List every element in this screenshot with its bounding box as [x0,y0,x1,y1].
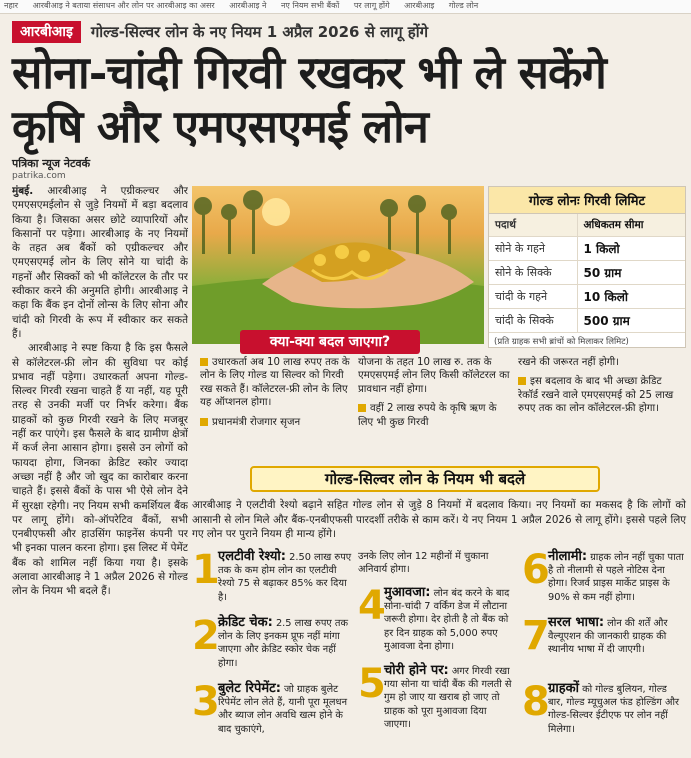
rule-title: चोरी होने पर: [384,663,449,678]
rule-number: 7 [522,613,550,659]
change-text: उधारकर्ता अब 10 लाख रुपए तक के लोन के लिए गोल्ड या सिल्वर को गिरवी रख सकते हैं। कॉलेटरल-फ्री लोन के लिए यह ऑप्शनल होगा। [200,357,350,409]
rule-title: ग्राहकों [548,681,579,696]
rule-text: लोन की शर्तें और वैल्यूएशन की जानकारी ग्राहक की स्थानीय भाषा में दी जाएगी। [548,618,668,656]
gold-limit-item: सोने के सिक्के [489,260,577,284]
rule-item [192,547,352,604]
rule-item [358,583,516,653]
rule-number: 8 [522,679,550,725]
gold-limit-row [489,260,685,284]
gold-limit-row [489,236,685,260]
rule-item [358,661,516,731]
rule-number: 5 [358,661,386,707]
rule-number: 6 [522,547,550,593]
gold-limit-item: चांदी के गहने [489,284,577,308]
top-strip-text-6: गोल्ड लोन [448,1,479,10]
gold-limit-table [489,214,685,333]
rule-number: 2 [192,613,220,659]
rule-title: मुआवजा: [384,585,431,600]
rule-title: सरल भाषा: [548,615,605,630]
top-strip-text-2: आरबीआइ ने [229,1,267,10]
rule-item [192,613,352,670]
gold-limit-header-item: पदार्थ [489,214,577,236]
bullet-icon [358,404,366,412]
rule-text: 2.5 लाख रुपए तक लोन के लिए इनकम प्रूफ नहीं मांगा जाएगा और क्रेडिट स्कोर चेक नहीं होगा। [218,618,349,669]
byline-agency: पत्रिका न्यूज नेटवर्क [12,157,91,170]
rule-text: जो ग्राहक बुलेट रिपेमेंट लोन लेते हैं, यानी पूरा मूलधन और ब्याज लोन अवधि खत्म होने के बाद चुकाएंगे, [218,684,348,735]
gold-limit-value: 10 किलो [577,284,685,308]
rule-continuation [358,550,516,576]
top-strip-text-4: पर लागू होंगे [353,1,390,10]
gold-limit-item: चांदी के सिक्के [489,308,577,332]
top-strip-text-1: आरबीआइ ने बताया संसाधन और लोन पर आरबीआइ का असर [32,1,215,10]
rule-item [522,679,684,736]
article-paragraph-1-text: आरबीआइ ने एग्रीकल्चर और एमएसएमईलोन से जुड़े नियमों में बड़ा बदलाव किया है। जिसका असर छोटे व्यापारियों और किसानों पर पड़ेगा। आरबीआइ के नए नियमों के तहत अब बैंकों को एग्रीकल्चर और एमएसएमई लोन के लिए सोने या चांदी के गहनों और सिक्कों को भी कॉलेटरल के तौर पर स्वीकार करने की अनुमति होगी। आरबीआइ ने कहा कि बैंक इन दोनों लोन्स के लिए सोना और चांदी को गिरवी के रूप में स्वीकार कर सकते हैं। [12,185,188,340]
changes-column-3 [518,356,680,422]
rule-title: नीलामी: [548,549,588,564]
gold-limit-row [489,308,685,332]
gold-jewellery-photo [192,186,484,344]
change-text: योजना के तहत 10 लाख रु. तक के एमएसएमई लोन लिए किसी कॉलेटरल का प्रावधान नहीं होगा। [358,357,510,395]
gold-limit-value: 500 ग्राम [577,308,685,332]
rule-title: क्रेडिट चेक: [218,615,273,630]
rule-item [522,547,684,604]
rule-text: 2.50 लाख रुपए तक के कम होम लोन का एलटीवी रेश्यो 75 से बढ़ाकर 85% कर दिया है। [218,552,352,603]
bullet-icon [518,377,526,385]
rule-title: एलटीवी रेश्यो: [218,549,286,564]
dateline-city: मुंबई. [12,185,34,197]
rule-item [192,679,352,736]
change-text: रखने की जरूरत नहीं होगी। [518,357,620,368]
hand-holding-gold-illustration [192,186,484,344]
rule-number: 3 [192,679,220,725]
top-strip [0,0,691,14]
change-text: इस बदलाव के बाद भी अच्छा क्रेडिट रेकॉर्ड रखने वाले एमएसएमई को 25 लाख रुपए तक का लोन कॉलेटरल-फ्री होगा। [518,376,674,415]
changes-column-1 [200,356,350,435]
rule-text: को गोल्ड बुलियन, गोल्ड बार, गोल्ड म्यूचुअल फंड होल्डिंग और गोल्ड-सिल्वर ईटीएफ पर लोन नहीं मिलेगा। [548,684,679,735]
article-paragraph-2: आरबीआइ ने स्पष्ट किया है कि इस फैसले से कॉलेटरल-फ्री लोन की सुविधा पर कोई प्रभाव नहीं पड़ेगा। उधारकर्ता अपना गोल्ड-सिल्वर गिरवी रखना चाहते हैं या नहीं, यह पूरी तरह से उनकी मर्जी पर निर्भर करेगा। बैंक ग्राहकों को कुछ गिरवी रखने के लिए मजबूर नहीं कर पाएंगे। इस फैसले के बाद ग्रामीण क्षेत्रों में कर्ज लेना आसान होगा। इससे उन लोगों को फायदा होगा, जिनका क्रेडिट स्कोर ज्यादा अच्छा नहीं है और जो खुद का कारोबार करना चाहते हैं। इससे बैंकों के पास भी ऐसे लोन देने में सुरक्षा रहेगी। नए नियम सभी कमर्शियल बैंक पर लागू होंगे। को-ऑपरेटिव बैंकों, सभी एनबीएफसी और हाउसिंग फाइनेंस कंपनी पर भी इनका पालन करना होगा। इस लिस्ट में पेमेंट बैंक को शामिल नहीं किया गया है। इसके अलावा आरबीआइ ने 1 अप्रैल 2026 से गोल्ड लोन के नियम भी बदले हैं। [12,342,188,598]
gold-limit-value: 1 किलो [577,236,685,260]
gold-limit-value: 50 ग्राम [577,260,685,284]
top-strip-text-3: नए नियम सभी बैंकों [280,1,340,10]
kicker-tag: आरबीआइ [12,21,81,43]
rule-title: बुलेट रिपेमेंट: [218,681,281,696]
top-strip-text-0: नहार [4,1,19,10]
kicker-text: गोल्ड-सिल्वर लोन के नए नियम 1 अप्रैल 2026 से लागू होंगे [90,23,429,41]
gold-limit-item: सोने के गहने [489,236,577,260]
kicker-row [12,20,428,44]
gold-limit-header-limit: अधिकतम सीमा [577,214,685,236]
rule-text: अगर गिरवी रखा गया सोना या चांदी बैंक की गलती से गुम हो जाए या खराब हो जाए तो ग्राहक को पूरा मुआवजा दिया जाएगा। [384,666,512,730]
rule-text: लोन बंद करने के बाद सोना-चांदी 7 वर्किंग डेज में लौटाना जरूरी होगा। देर होती है तो बैंक को हर दिन ग्राहक को 5,000 रुपए मुआवजा देना होगा। [384,588,510,652]
headline: सोना-चांदी गिरवी रखकर भी ले सकेंगे कृषि और एमएसएमई लोन [12,46,606,153]
rules-intro: आरबीआइ ने एलटीवी रेश्यो बढ़ाने सहित गोल्ड लोन से जुड़े 8 नियमों में बदलाव किया। नए नियमों का मकसद है कि लोगों को आसानी से लोन मिले और बैंक-एनबीएफसी पारदर्शी तरीके से काम करें। ये नए नियम 1 अप्रैल 2026 से लागू होंगे। इससे पहले लिए गए लोन पर पुराने नियम ही मान्य होंगे। [192,499,686,540]
change-text: प्रधानमंत्री रोजगार सृजन [212,416,301,428]
rule-number: 4 [358,583,386,629]
byline [12,156,90,181]
gold-limit-note: (प्रति ग्राहक सभी ब्रांचों को मिलाकर लिमिट) [494,336,629,347]
left-column-article [12,184,188,750]
what-changes-section [192,352,686,462]
rule-text: ग्राहक लोन नहीं चुका पाता है तो नीलामी से पहले नोटिस देना होगा। रिजर्व प्राइस मार्केट प्राइस के 90% से कम नहीं होगा। [548,552,684,603]
rules-grid [192,548,686,754]
article-paragraph-1 [12,184,188,341]
rule-text: उनके लिए लोन 12 महीनों में चुकाना अनिवार्य होगा। [358,551,489,576]
gold-limit-row [489,284,685,308]
bullet-icon [200,418,208,426]
gold-limit-header-row [489,214,685,236]
top-strip-text-5: आरबीआइ [404,1,435,10]
rules-banner: गोल्ड-सिल्वर लोन के नियम भी बदले [250,466,600,492]
rule-item [522,613,684,659]
changes-column-2 [358,356,510,435]
gold-limit-title: गोल्ड लोनः गिरवी लिमिट [489,187,685,214]
gold-limit-box [488,186,686,348]
bullet-icon [200,358,208,366]
byline-site: patrika.com [12,171,66,181]
rule-number: 1 [192,547,220,593]
photo-caption: क्या-क्या बदल जाएगा? [240,330,420,354]
change-text: वहीं 2 लाख रुपये के कृषि ऋण के लिए भी कुछ गिरवी [358,403,497,428]
